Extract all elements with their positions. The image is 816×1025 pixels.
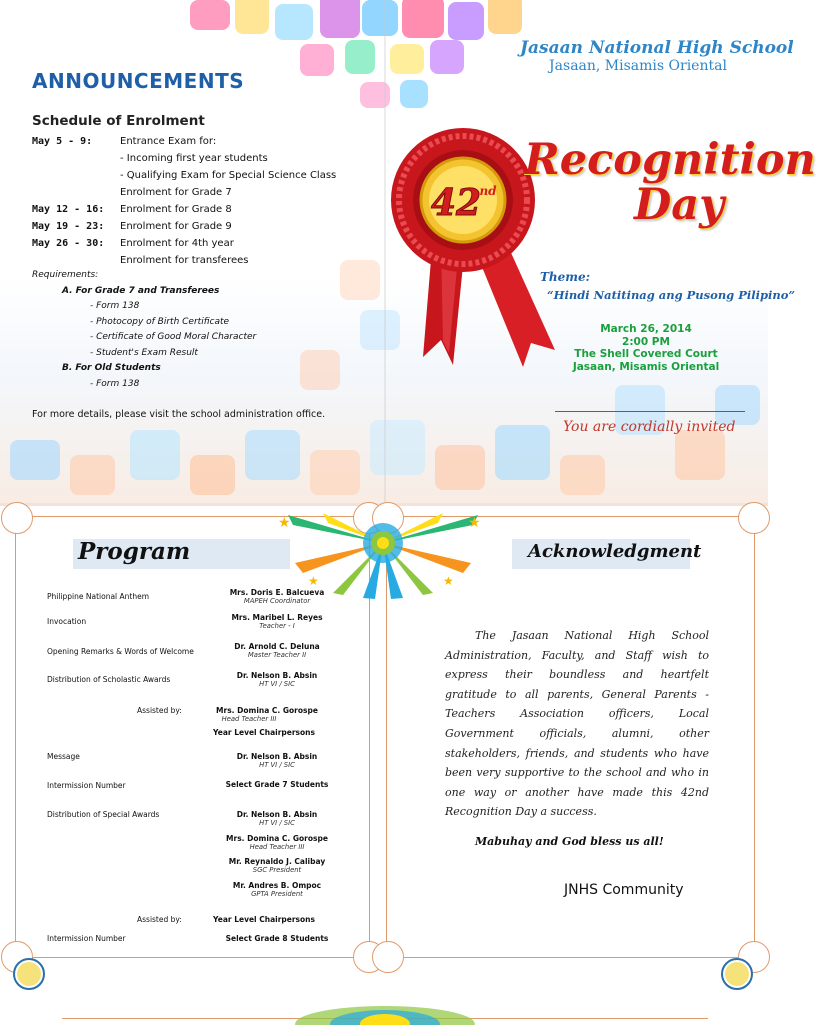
panel-notch [738, 502, 770, 534]
event-date: March 26, 2014 [600, 323, 692, 335]
requirement-item: - Certificate of Good Moral Character [90, 332, 257, 342]
schedule-row: May 5 - 9: Entrance Exam for: [32, 136, 217, 147]
schedule-row: May 12 - 16: Enrolment for Grade 8 [32, 204, 232, 215]
program-role: Master Teacher II [247, 651, 307, 659]
svg-text:★: ★ [278, 515, 291, 531]
program-role: HT VI / SIC [259, 680, 295, 688]
program-person: Mr. Reynaldo J. Calibay [228, 857, 326, 866]
schedule-row: Enrolment for Grade 7 [120, 187, 232, 198]
school-name: Jasaan National High School [520, 38, 794, 58]
theme-label: Theme: [540, 270, 591, 284]
svg-text:★: ★ [443, 574, 454, 588]
program-role: SGC President [252, 866, 302, 874]
program-item: Opening Remarks & Words of Welcome [47, 647, 194, 656]
invitation-text: You are cordially invited [563, 419, 736, 435]
program-role: MAPEH Coordinator [243, 597, 311, 605]
schedule-row: - Incoming first year students [120, 153, 268, 164]
school-location: Jasaan, Misamis Oriental [549, 58, 727, 74]
svg-text:★: ★ [468, 515, 481, 531]
program-person: Select Grade 8 Students [225, 934, 329, 943]
more-details: For more details, please visit the school administration office. [32, 409, 326, 420]
acknowledgment-signature: JNHS Community [564, 882, 684, 898]
program-person: Dr. Nelson B. Absin [236, 671, 318, 680]
program-person: Year Level Chairpersons [213, 728, 315, 737]
requirement-item: - Form 138 [90, 378, 140, 389]
program-role: HT VI / SIC [259, 819, 295, 827]
schedule-row: May 19 - 23: Enrolment for Grade 9 [32, 221, 232, 232]
requirements-group-b: B. For Old Students [62, 363, 161, 373]
program-person: Mrs. Domina C. Gorospe [226, 834, 328, 843]
program-item: Invocation [47, 617, 87, 626]
panel-notch [1, 502, 33, 534]
ribbon-suffix: nd [479, 184, 497, 198]
acknowledgment-body: The Jasaan National High School Administration, Faculty, and Staff wish to express their boundless and heartfelt gratitude to all parents, General Parents - Teachers Association officers, Local Government officials, alumni, other stakeholders, friends, and students who have been very supportive to the school and who in one way or another have made this 42nd Recognition Day a success. [445, 629, 709, 819]
panel-notch [372, 941, 404, 973]
requirement-item: - Student's Exam Result [90, 347, 198, 358]
requirements [32, 268, 256, 392]
invite-divider [555, 411, 745, 412]
school-header [520, 38, 794, 74]
ribbon-number: 42 [430, 182, 482, 224]
program-person: Dr. Arnold C. Deluna [234, 642, 320, 651]
starburst-icon [290, 1003, 480, 1024]
program-person: Select Grade 7 Students [225, 780, 329, 789]
title-line-1: Recognition [524, 135, 816, 185]
program-role: Head Teacher III [249, 843, 305, 851]
program-role: Head Teacher III [221, 715, 277, 723]
svg-text:★: ★ [308, 574, 319, 588]
program-item: Assisted by: [137, 706, 182, 715]
program-title: Program [78, 538, 191, 565]
event-time: 2:00 PM [622, 335, 670, 348]
program-person: Mrs. Maribel L. Reyes [231, 613, 323, 622]
recognition-day-title [524, 135, 816, 230]
school-seal-icon [721, 958, 753, 990]
program-person: Dr. Nelson B. Absin [236, 752, 318, 761]
starburst-icon [268, 505, 498, 600]
schedule-list [32, 133, 372, 269]
schedule-row: - Qualifying Exam for Special Science Class [120, 170, 337, 181]
program-person: Dr. Nelson B. Absin [236, 810, 318, 819]
program-person: Mrs. Domina C. Gorospe [216, 706, 318, 715]
program-person: Year Level Chairpersons [213, 915, 315, 924]
program-item: Distribution of Special Awards [47, 810, 160, 819]
event-place: Jasaan, Misamis Oriental [572, 360, 720, 373]
program-item: Message [47, 752, 80, 761]
requirements-label: Requirements: [32, 270, 99, 280]
schedule-title: Schedule of Enrolment [32, 113, 205, 129]
program-role: Teacher - I [259, 622, 295, 630]
theme-text: “Hindi Natitinag ang Pusong Pilipino” [547, 288, 796, 302]
program-item: Distribution of Scholastic Awards [47, 675, 171, 684]
requirement-item: - Photocopy of Birth Certificate [90, 316, 230, 327]
event-details [566, 323, 726, 373]
program-item: Philippine National Anthem [47, 592, 150, 601]
program-person: Mr. Andres B. Ompoc [232, 881, 322, 890]
schedule-row: May 26 - 30: Enrolment for 4th year [32, 238, 234, 249]
program-role: HT VI / SIC [259, 761, 295, 769]
acknowledgment-blessing: Mabuhay and God bless us all! [475, 835, 664, 848]
school-seal-icon [13, 958, 45, 990]
program-person: Mrs. Doris E. Balcueva [229, 588, 325, 597]
announcements-title: ANNOUNCEMENTS [32, 69, 245, 93]
program-item: Intermission Number [47, 781, 126, 790]
requirement-item: - Form 138 [90, 301, 140, 311]
program-item: Intermission Number [47, 934, 126, 943]
event-venue: The Shell Covered Court [574, 348, 718, 360]
program-role: GPTA President [251, 890, 303, 898]
program-item: Assisted by: [137, 915, 182, 924]
acknowledgment-title: Acknowledgment [528, 541, 702, 562]
cover-page [0, 0, 816, 503]
requirements-group-a: A. For Grade 7 and Transferees [62, 285, 220, 296]
schedule-row: Enrolment for transferees [120, 255, 249, 266]
title-line-2: Day [634, 180, 725, 230]
